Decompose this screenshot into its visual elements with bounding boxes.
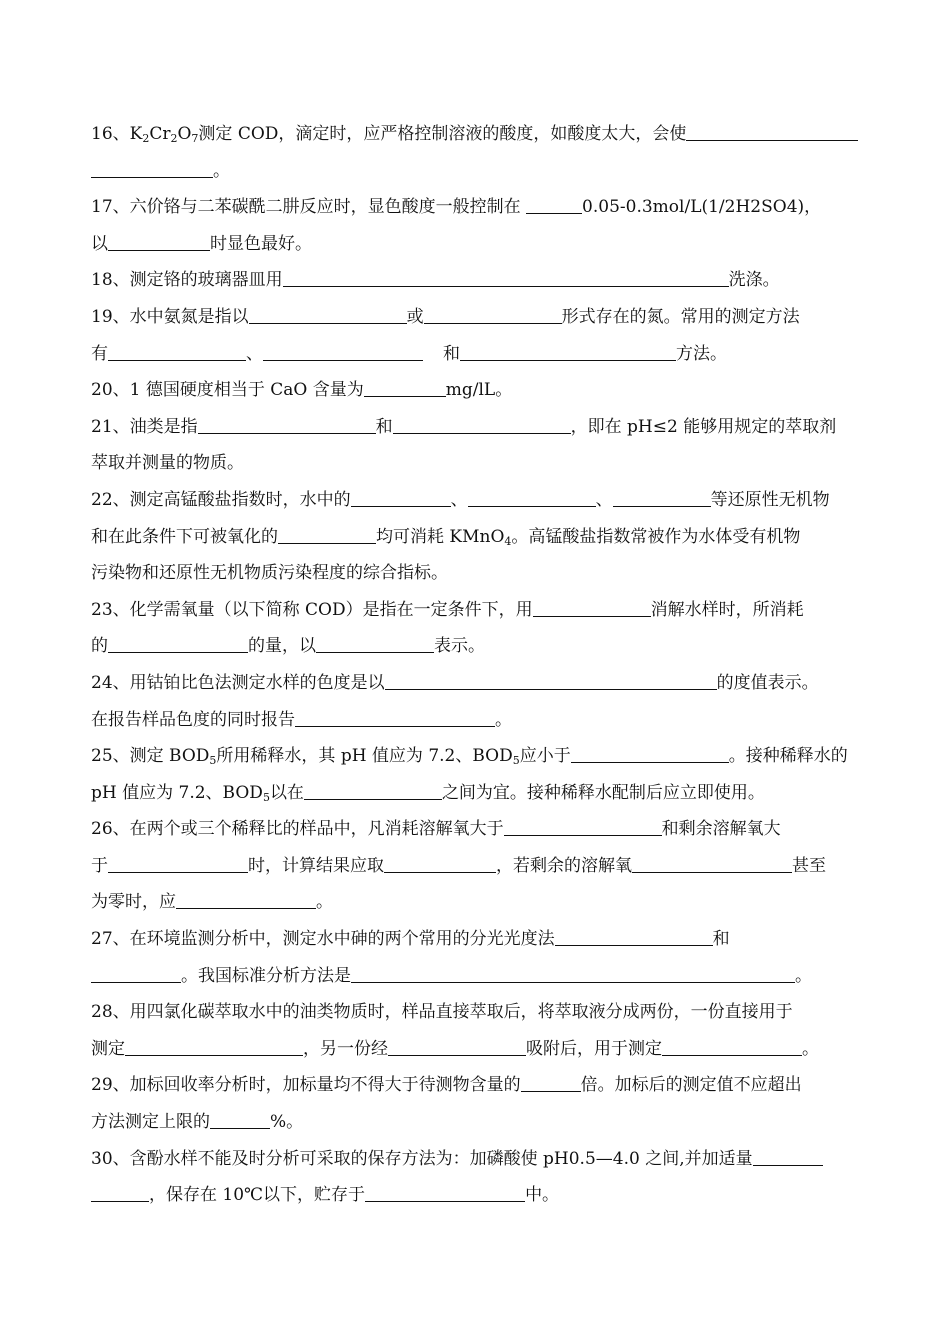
q30-text: 30、含酚水样不能及时分析可采取的保存方法为：加磷酸使 pH0.5—4.0 之间,并加适量 xyxy=(91,1148,753,1169)
q22-text: 和在此条件下可被氧化的 xyxy=(91,526,278,547)
answer-blank[interactable] xyxy=(662,1038,802,1056)
q16-text: 测定 COD，滴定时，应严格控制溶液的酸度，如酸度太大，会使 xyxy=(198,124,687,144)
q28-text: 。 xyxy=(802,1038,819,1059)
q19-line2 xyxy=(91,336,869,373)
q23-text: 表示。 xyxy=(434,636,485,657)
subscript: 7 xyxy=(191,132,199,145)
q27-line2 xyxy=(91,958,869,995)
q21-line1 xyxy=(91,409,869,446)
q26-text: 和剩余溶解氧大 xyxy=(661,819,781,840)
q18-text: 18、测定铬的玻璃器皿用 xyxy=(91,270,283,291)
subscript: 5 xyxy=(209,754,217,768)
answer-blank[interactable] xyxy=(351,489,451,507)
q30-line2 xyxy=(91,1177,869,1214)
q23-line1 xyxy=(91,592,869,629)
subscript: 4 xyxy=(504,534,512,548)
q19-text: 和 xyxy=(443,343,460,364)
q21-text: 21、油类是指 xyxy=(91,416,198,437)
q18-text: 洗涤。 xyxy=(728,270,780,291)
q29-text: 方法测定上限的 xyxy=(91,1112,210,1133)
q27-text: 27、在环境监测分析中，测定水中砷的两个常用的分光光度法 xyxy=(91,929,555,950)
q19-line1 xyxy=(91,299,869,336)
q20-text: mg/lL。 xyxy=(445,380,513,401)
answer-blank[interactable] xyxy=(468,489,596,507)
q16-text: 16、K xyxy=(91,124,143,144)
q29-text: 29、加标回收率分析时，加标量均不得大于待测物含量的 xyxy=(91,1075,521,1096)
q28-line1 xyxy=(91,994,869,1031)
q24-text: 的度值表示。 xyxy=(716,672,819,693)
q29-line2 xyxy=(91,1104,869,1141)
q25-text: 之间为宜。接种稀释水配制后应立即使用。 xyxy=(441,782,765,803)
q26-line1 xyxy=(91,811,869,848)
q25-line2 xyxy=(91,775,869,812)
answer-blank[interactable] xyxy=(364,379,446,397)
q22-line3 xyxy=(91,555,869,592)
q26-text: 。 xyxy=(316,892,333,913)
answer-blank[interactable] xyxy=(388,1038,526,1056)
q19-text: 或 xyxy=(406,306,424,327)
q28-line2 xyxy=(91,1031,869,1068)
q28-text: 吸附后，用于测定 xyxy=(526,1038,662,1059)
q16-line2 xyxy=(91,153,869,190)
q19-text: 19、水中氨氮是指以 xyxy=(91,306,249,327)
q29-text: %。 xyxy=(270,1112,304,1133)
q27-text: 。 xyxy=(795,965,812,986)
answer-blank[interactable] xyxy=(108,855,248,873)
q25-text: 所用稀释水，其 pH 值应为 7.2、BOD xyxy=(216,746,513,767)
answer-blank[interactable] xyxy=(295,709,495,727)
q19-text: 有 xyxy=(91,343,108,364)
answer-blank[interactable] xyxy=(176,891,316,909)
answer-blank[interactable] xyxy=(613,489,711,507)
q24-text: 在报告样品色度的同时报告 xyxy=(91,709,295,730)
q25-text: 25、测定 BOD xyxy=(91,746,210,767)
q16-text: O xyxy=(177,124,192,144)
q23-line2 xyxy=(91,628,869,665)
answer-blank[interactable] xyxy=(555,928,713,946)
q17-line2 xyxy=(91,226,869,263)
q24-text: 。 xyxy=(495,709,512,730)
q26-text: 时，计算结果应取 xyxy=(248,855,384,876)
answer-blank[interactable] xyxy=(263,343,423,361)
q26-text: 于 xyxy=(91,855,108,876)
q21-text: 萃取并测量的物质。 xyxy=(91,453,244,474)
q25-text: 以在 xyxy=(269,782,304,803)
question-sheet xyxy=(91,116,869,1214)
q24-line2 xyxy=(91,702,869,739)
q24-text: 24、用钴铂比色法测定水样的色度是以 xyxy=(91,672,385,693)
q17-text: 0.05-0.3mol/L(1/2H2SO4)， xyxy=(582,197,822,218)
answer-blank[interactable] xyxy=(393,416,571,434)
q22-text: 污染物和还原性无机物质污染程度的综合指标。 xyxy=(91,563,448,584)
q17-text: 以 xyxy=(91,233,108,254)
q30-text: ，保存在 10℃以下，贮存于 xyxy=(149,1185,366,1206)
q17-text: 时显色最好。 xyxy=(210,233,312,254)
q23-text: 的 xyxy=(91,636,108,657)
q27-text: 。我国标准分析方法是 xyxy=(181,965,351,986)
q23-text: 的量，以 xyxy=(248,636,316,657)
answer-blank[interactable] xyxy=(108,343,246,361)
q17-text: 17、六价铬与二苯碳酰二肼反应时，显色酸度一般控制在 xyxy=(91,197,527,218)
q26-line3 xyxy=(91,884,869,921)
answer-blank[interactable] xyxy=(571,745,729,763)
q19-text: 方法。 xyxy=(676,343,727,364)
q21-text: ，即在 pH≤2 能够用规定的萃取剂 xyxy=(570,416,837,437)
answer-blank[interactable] xyxy=(108,635,248,653)
answer-blank[interactable] xyxy=(210,1111,270,1129)
answer-blank[interactable] xyxy=(753,1148,823,1166)
q18-line1 xyxy=(91,262,869,299)
q25-text: 应小于 xyxy=(519,746,571,767)
q22-text: 、 xyxy=(450,489,468,510)
answer-blank[interactable] xyxy=(278,526,376,544)
answer-blank[interactable] xyxy=(686,123,858,141)
answer-blank[interactable] xyxy=(385,672,717,690)
answer-blank[interactable] xyxy=(526,196,582,214)
q26-text: 甚至 xyxy=(792,855,826,876)
q28-text: 测定 xyxy=(91,1038,125,1059)
subscript: 5 xyxy=(512,754,520,768)
q25-line1 xyxy=(91,738,869,775)
answer-blank[interactable] xyxy=(283,269,729,287)
answer-blank[interactable] xyxy=(198,416,376,434)
q22-line2 xyxy=(91,519,869,556)
subscript: 5 xyxy=(262,790,270,804)
q24-line1 xyxy=(91,665,869,702)
q21-line2 xyxy=(91,445,869,482)
q22-line1 xyxy=(91,482,869,519)
q29-text: 倍。加标后的测定值不应超出 xyxy=(580,1075,802,1096)
q21-text: 和 xyxy=(375,416,393,437)
answer-blank[interactable] xyxy=(304,782,442,800)
subscript: 2 xyxy=(142,132,150,145)
answer-blank[interactable] xyxy=(316,635,434,653)
answer-blank[interactable] xyxy=(108,233,210,251)
q26-text: 26、在两个或三个稀释比的样品中，凡消耗溶解氧大于 xyxy=(91,819,504,840)
q17-line1 xyxy=(91,189,869,226)
q20-line1 xyxy=(91,372,869,409)
q28-text: ，另一份经 xyxy=(303,1038,388,1059)
subscript: 2 xyxy=(170,132,178,145)
answer-blank[interactable] xyxy=(91,965,181,983)
q22-text: 22、测定高锰酸盐指数时，水中的 xyxy=(91,489,351,510)
q16-text: 。 xyxy=(213,160,230,181)
q23-text: 消解水样时，所消耗 xyxy=(650,599,804,620)
answer-blank[interactable] xyxy=(91,1184,149,1202)
q22-text: 、 xyxy=(595,489,613,510)
q30-text: 中。 xyxy=(525,1185,560,1206)
q29-line1 xyxy=(91,1067,869,1104)
answer-blank[interactable] xyxy=(91,160,213,178)
q16-line1 xyxy=(91,116,869,153)
answer-blank[interactable] xyxy=(632,855,792,873)
q28-text: 28、用四氯化碳萃取水中的油类物质时，样品直接萃取后，将萃取液分成两份，一份直接用于 xyxy=(91,1002,793,1023)
q26-text: ，若剩余的溶解氧 xyxy=(496,855,632,876)
q16-text: Cr xyxy=(149,124,171,144)
q27-text: 和 xyxy=(712,929,730,950)
answer-blank[interactable] xyxy=(384,855,496,873)
answer-blank[interactable] xyxy=(351,965,795,983)
answer-blank[interactable] xyxy=(533,599,651,617)
q22-text: 均可消耗 KMnO xyxy=(376,526,505,547)
answer-blank[interactable] xyxy=(521,1074,581,1092)
q25-text: 。接种稀释水的 xyxy=(728,746,848,767)
answer-blank[interactable] xyxy=(365,1184,525,1202)
answer-blank[interactable] xyxy=(504,818,662,836)
q30-line1 xyxy=(91,1141,869,1178)
q25-text: pH 值应为 7.2、BOD xyxy=(91,782,263,803)
q19-text: 形式存在的氮。常用的测定方法 xyxy=(561,306,800,327)
q26-text: 为零时，应 xyxy=(91,892,176,913)
q23-text: 23、化学需氧量（以下简称 COD）是指在一定条件下，用 xyxy=(91,599,533,620)
answer-blank[interactable] xyxy=(460,343,676,361)
answer-blank[interactable] xyxy=(249,306,407,324)
q26-line2 xyxy=(91,848,869,885)
answer-blank[interactable] xyxy=(424,306,562,324)
q27-line1 xyxy=(91,921,869,958)
q22-text: 等还原性无机物 xyxy=(710,489,830,510)
q19-text: 、 xyxy=(246,343,263,364)
q22-text: 。高锰酸盐指数常被作为水体受有机物 xyxy=(511,526,801,547)
q20-text: 20、1 德国硬度相当于 CaO 含量为 xyxy=(91,380,364,401)
answer-blank[interactable] xyxy=(125,1038,303,1056)
